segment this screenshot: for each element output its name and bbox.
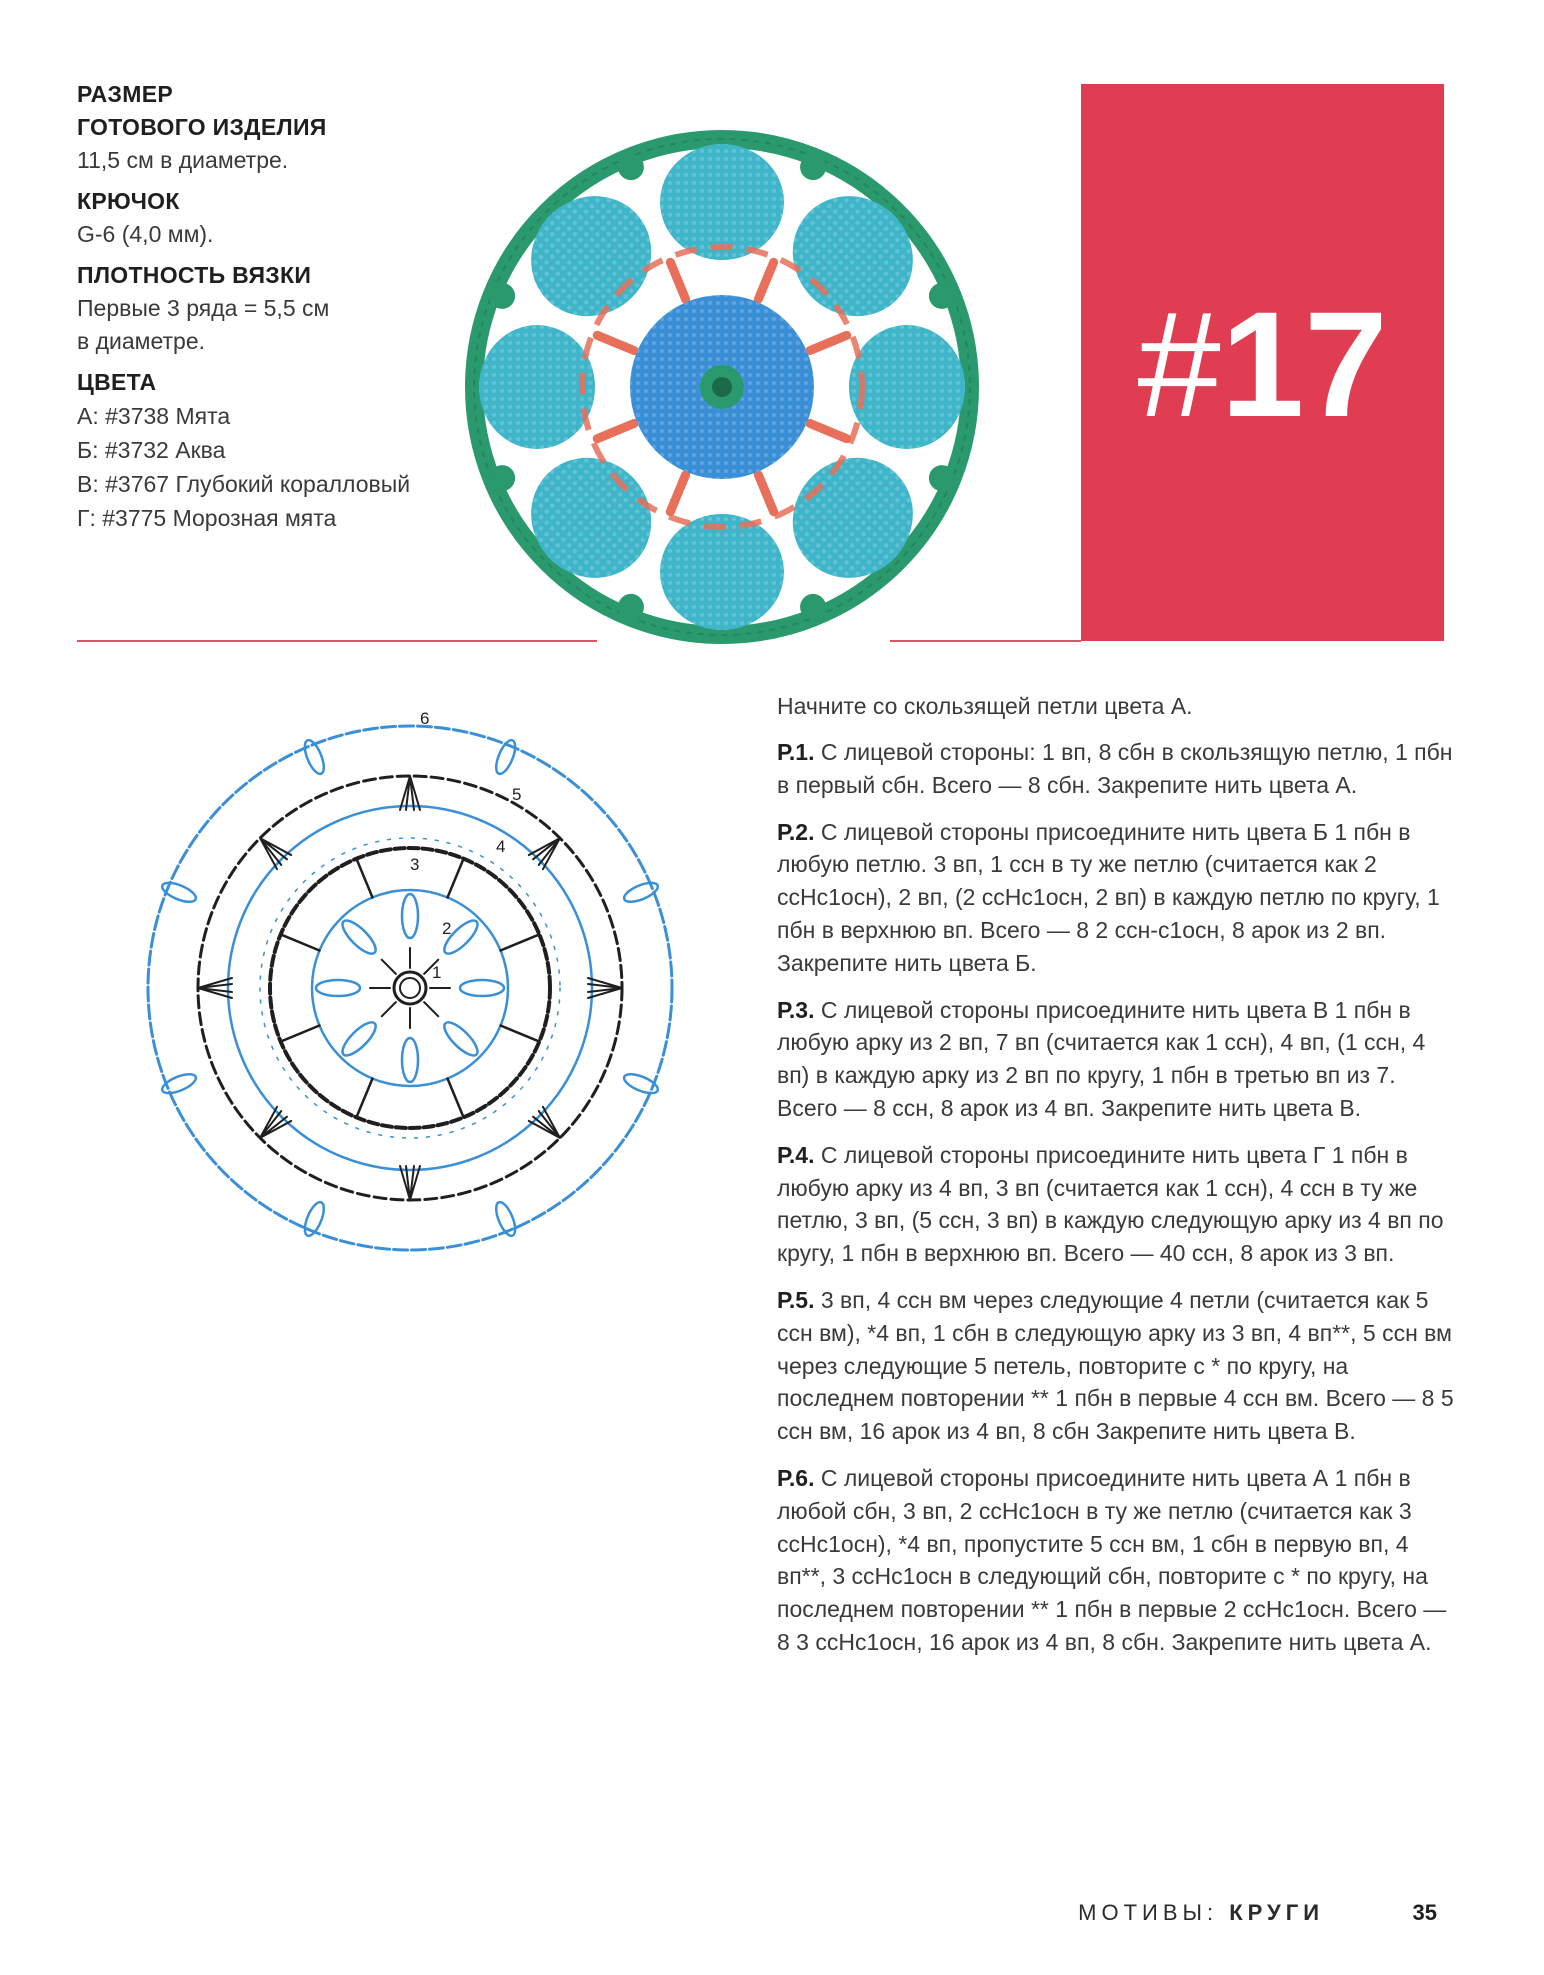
divider-left bbox=[77, 640, 597, 642]
colors-heading: ЦВЕТА bbox=[77, 369, 157, 395]
chart-center-ring bbox=[394, 972, 426, 1004]
page-number: 35 bbox=[1412, 1900, 1437, 1925]
motif-photo bbox=[452, 90, 992, 710]
row-5-label: Р.5. bbox=[777, 1286, 815, 1313]
row-2-label: Р.2. bbox=[777, 818, 815, 845]
hook-heading: КРЮЧОК bbox=[77, 188, 180, 214]
chart-round-2 bbox=[316, 894, 504, 1082]
row-5 bbox=[777, 1284, 1457, 1448]
row-3-label: Р.3. bbox=[777, 996, 815, 1023]
color-b: Б: #3732 Аква bbox=[77, 437, 226, 463]
chart-round-label-5: 5 bbox=[512, 785, 522, 804]
row-1-text: С лицевой стороны: 1 вп, 8 сбн в скользящую петлю, 1 пбн в первый сбн. Всего — 8 сбн. Закрепите нить цвета А. bbox=[777, 739, 1453, 798]
gauge-heading: ПЛОТНОСТЬ ВЯЗКИ bbox=[77, 262, 312, 288]
instructions-intro: Начните со скользящей петли цвета А. bbox=[777, 693, 1193, 719]
crochet-chart bbox=[120, 690, 700, 1290]
row-1-label: Р.1. bbox=[777, 739, 815, 765]
instructions bbox=[777, 690, 1457, 1673]
chart-round-label-1: 1 bbox=[432, 963, 442, 982]
hook-value: G-6 (4,0 мм). bbox=[77, 221, 214, 247]
size-value: 11,5 см в диаметре. bbox=[77, 147, 289, 173]
motif-number-value: 17 bbox=[1220, 280, 1388, 448]
motif-number bbox=[1081, 280, 1444, 448]
motif-number-box bbox=[1081, 84, 1444, 641]
motif-hash: # bbox=[1137, 280, 1221, 448]
chart-center-ring-inner bbox=[400, 978, 420, 998]
size-heading-2: ГОТОВОГО ИЗДЕЛИЯ bbox=[77, 114, 327, 140]
color-c: В: #3767 Глубокий коралловый bbox=[77, 471, 411, 497]
chart-round-6 bbox=[148, 726, 672, 1250]
row-5-text: 3 вп, 4 ссн вм через следующие 4 петли (считается как 5 ссн вм), *4 вп, 1 сбн в следующую арку из 3 вп, 4 вп**, 5 ссн вм через следующие 5 петель, повторите с * по кругу, на последнем повторении ** 1 пбн в первые 4 ссн вм. Всего — 8 5 ссн вм, 16 арок из 4 вп, 8 сбн Закрепите нить цвета В. bbox=[777, 1286, 1454, 1445]
row-3-text: С лицевой стороны присоедините нить цвета В 1 пбн в любую арку из 2 вп, 7 вп (считается как 1 ссн), 4 вп, (1 ссн, 4 вп) в каждую арку из 2 вп по кругу, 1 пбн в третью вп из 7. Всего — 8 ссн, 8 арок из 4 вп. Закрепите нить цвета В. bbox=[777, 996, 1426, 1121]
gauge-value-1: Первые 3 ряда = 5,5 см bbox=[77, 295, 330, 321]
row-1 bbox=[777, 736, 1457, 802]
row-6 bbox=[777, 1462, 1457, 1659]
footer-section-label: МОТИВЫ: bbox=[1078, 1900, 1219, 1925]
specs-panel bbox=[77, 78, 497, 535]
row-2 bbox=[777, 816, 1457, 980]
chart-round-label-4: 4 bbox=[496, 837, 506, 856]
chart-round-2-ring bbox=[312, 890, 508, 1086]
chart-round-label-2: 2 bbox=[442, 919, 452, 938]
chart-round-1 bbox=[370, 948, 450, 1028]
crochet-chart-svg bbox=[120, 690, 700, 1290]
row-6-text: С лицевой стороны присоедините нить цвета А 1 пбн в любой сбн, 3 вп, 2 ссНс1осн в ту же петлю (считается как 3 ссНс1осн), *4 вп, пропустите 5 ссн вм, 1 сбн в первую вп, 4 вп**, 3 ссНс1осн в следующий сбн, повторите с * по кругу, на последнем повторении ** 1 пбн в первые 2 ссНс1осн. Всего — 8 3 ссНс1осн, 16 арок из 4 вп, 8 сбн. Закрепите нить цвета А. bbox=[777, 1464, 1447, 1655]
row-3 bbox=[777, 994, 1457, 1125]
motif-photo-svg bbox=[452, 90, 992, 710]
color-a: А: #3738 Мята bbox=[77, 403, 231, 429]
chart-round-label-6: 6 bbox=[420, 709, 430, 728]
gauge-value-2: в диаметре. bbox=[77, 328, 206, 354]
row-4-text: С лицевой стороны присоедините нить цвета Г 1 пбн в любую арку из 4 вп, 3 вп (считается как 1 ссн), 4 ссн в ту же петлю, 3 вп, (5 ссн, 3 вп) в каждую следующую арку из 4 вп по кругу, 1 пбн в верхнюю вп. Всего — 40 ссн, 8 арок из 3 вп. bbox=[777, 1141, 1444, 1267]
footer-topic: КРУГИ bbox=[1229, 1900, 1324, 1925]
row-4-label: Р.4. bbox=[777, 1141, 815, 1168]
chart-round-label-3: 3 bbox=[410, 855, 420, 874]
footer-section bbox=[1078, 1900, 1324, 1926]
row-2-text: С лицевой стороны присоедините нить цвета Б 1 пбн в любую петлю. 3 вп, 1 ссн в ту же петлю (считается как 2 ссНс1осн), 2 вп, (2 ссНс1осн, 2 вп) в каждую петлю по кругу, 1 пбн в верхнюю вп. Всего — 8 2 ссн-с1осн, 8 арок из 2 вп. Закрепите нить цвета Б. bbox=[777, 818, 1440, 976]
page-footer bbox=[0, 1900, 1544, 1940]
size-heading: РАЗМЕР bbox=[77, 81, 173, 107]
divider-right bbox=[890, 640, 1081, 642]
color-d: Г: #3775 Морозная мята bbox=[77, 505, 337, 531]
row-4 bbox=[777, 1139, 1457, 1270]
chart-round-4-ticks bbox=[260, 838, 560, 1138]
row-6-label: Р.6. bbox=[777, 1464, 815, 1491]
